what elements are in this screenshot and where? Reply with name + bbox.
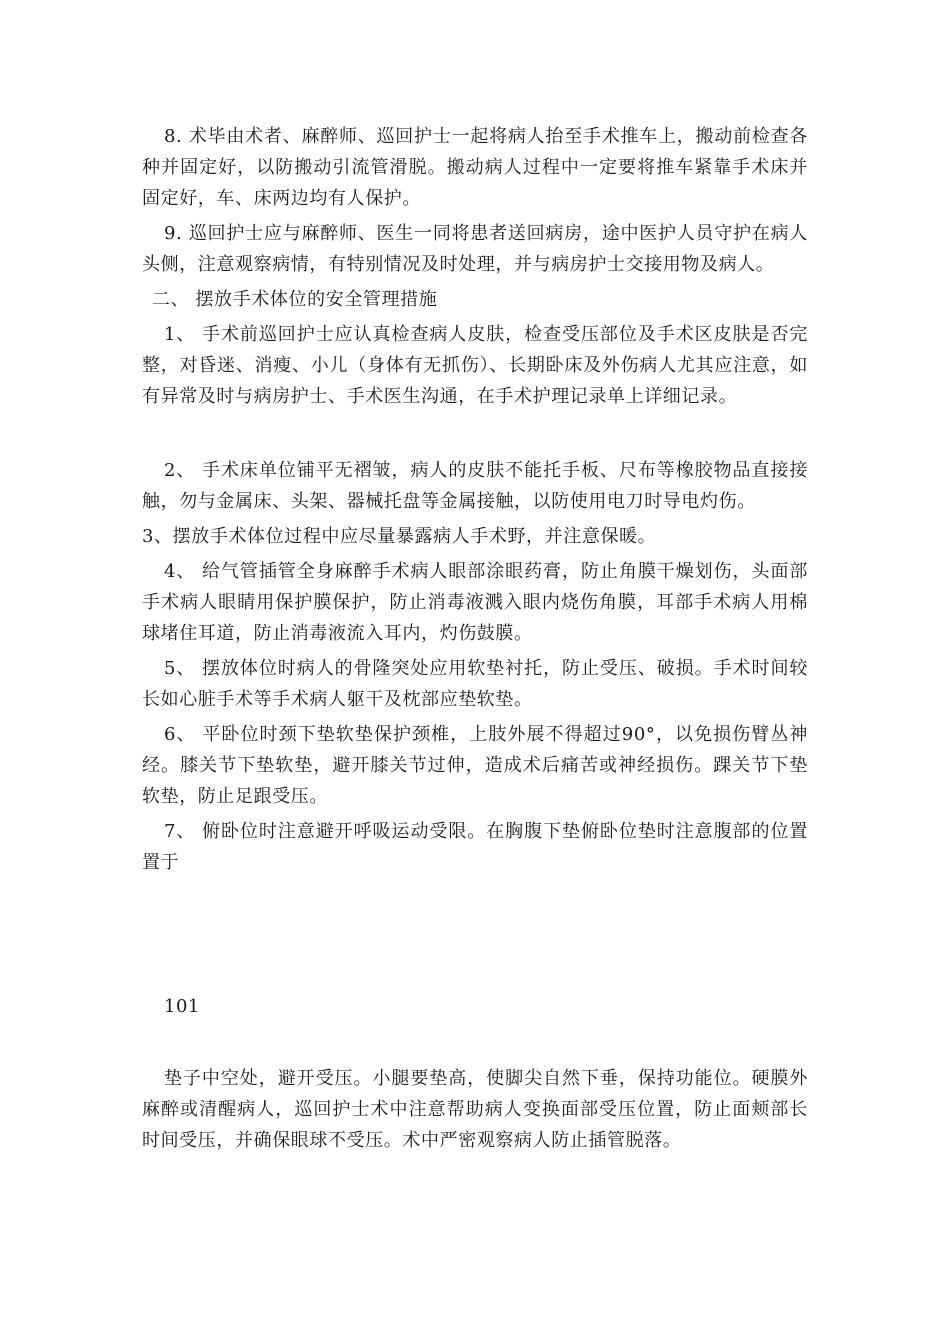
paragraph-continuation: 垫子中空处，避开受压。小腿要垫高，使脚尖自然下垂，保持功能位。硬膜外麻醉或清醒病人，巡回护士术中注意帮助病人变换面部受压位置，防止面颊部长时间受压，并确保眼球不受压。术中严密观察病人防止插管脱落。 bbox=[142, 1068, 808, 1151]
paragraph-item-1: 1、 手术前巡回护士应认真检查病人皮肤，检查受压部位及手术区皮肤是否完整，对昏迷、消瘦、小儿（身体有无抓伤）、长期卧床及外伤病人尤其应注意，如有异常及时与病房护士、手术医生沟通，在手术护理记录单上详细记录。 bbox=[142, 324, 808, 407]
paragraph-item-2: 2、 手术床单位铺平无褶皱，病人的皮肤不能托手板、尺布等橡胶物品直接接触，勿与金属床、头架、器械托盘等金属接触，以防使用电刀时导电灼伤。 bbox=[142, 460, 808, 512]
text-block-upper bbox=[142, 121, 808, 882]
paragraph-item-4: 4、 给气管插管全身麻醉手术病人眼部涂眼药膏，防止角膜干燥划伤，头面部手术病人眼睛用保护膜保护，防止消毒液溅入眼内烧伤角膜，耳部手术病人用棉球堵住耳道，防止消毒液流入耳内，灼伤鼓膜。 bbox=[142, 561, 808, 644]
paragraph-item-5: 5、 摆放体位时病人的骨隆突处应用软垫衬托，防止受压、破损。手术时间较长如心脏手术等手术病人躯干及枕部应垫软垫。 bbox=[142, 658, 808, 710]
paragraph-item-8: 8. 术毕由术者、麻醉师、巡回护士一起将病人抬至手术推车上，搬动前检查各种并固定好，以防搬动引流管滑脱。搬动病人过程中一定要将推车紧靠手术床并固定好，车、床两边均有人保护。 bbox=[142, 126, 808, 209]
paragraph-item-7: 7、 俯卧位时注意避开呼吸运动受限。在胸腹下垫俯卧位垫时注意腹部的位置置于 bbox=[142, 821, 808, 873]
page-number: 101 bbox=[164, 996, 200, 1017]
paragraph-item-3: 3、摆放手术体位过程中应尽量暴露病人手术野，并注意保暖。 bbox=[142, 526, 657, 547]
text-block-lower bbox=[142, 1063, 808, 1160]
paragraph-item-9: 9. 巡回护士应与麻醉师、医生一同将患者送回病房，途中医护人员守护在病人头侧，注意观察病情，有特别情况及时处理，并与病房护士交接用物及病人。 bbox=[142, 223, 808, 275]
paragraph-item-6: 6、 平卧位时颈下垫软垫保护颈椎，上肢外展不得超过90°，以免损伤臂丛神经。膝关节下垫软垫，避开膝关节过伸，造成术后痛苦或神经损伤。踝关节下垫软垫，防止足跟受压。 bbox=[142, 724, 808, 807]
paragraph-gap bbox=[142, 416, 808, 455]
section-heading: 二、 摆放手术体位的安全管理措施 bbox=[152, 289, 438, 310]
